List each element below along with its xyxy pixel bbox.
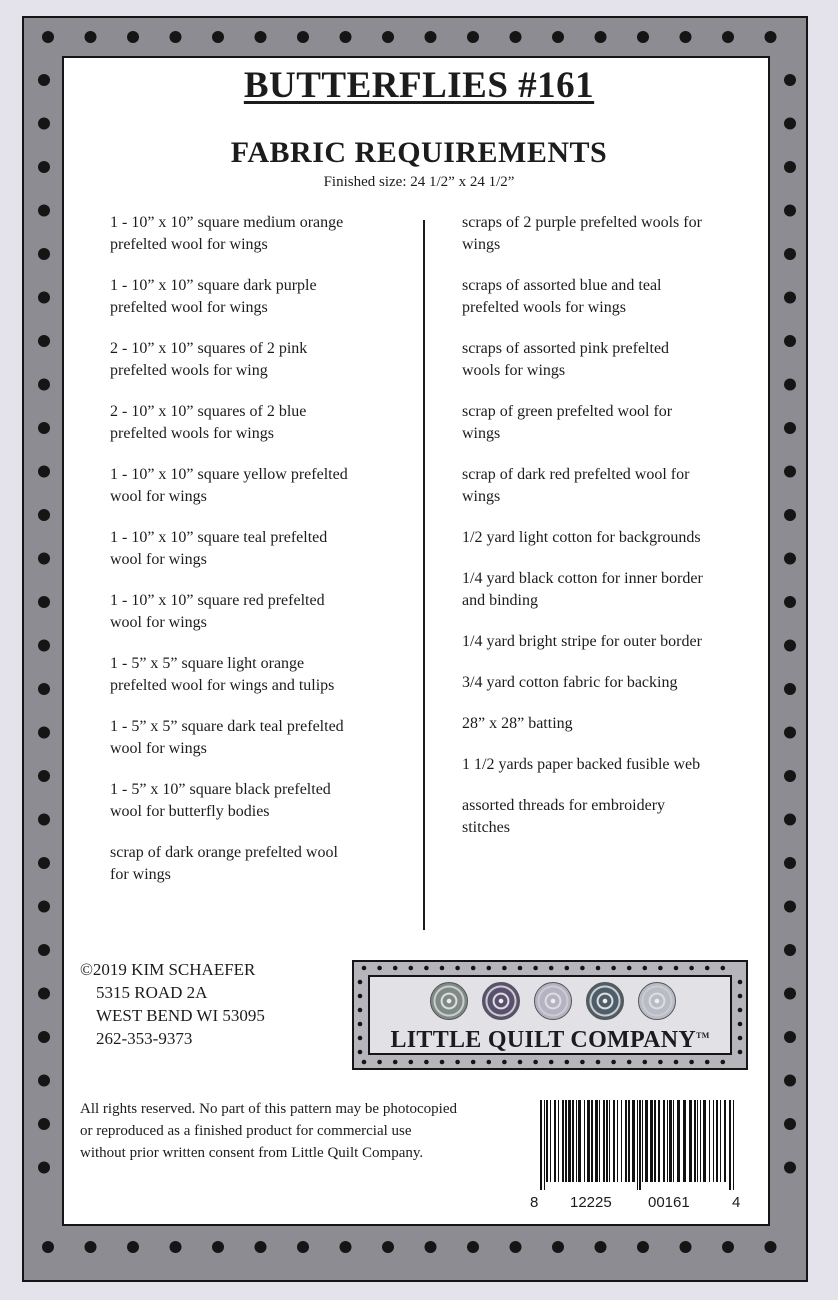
border-dot [784, 1162, 796, 1174]
city-line: WEST BEND WI 53095 [96, 1006, 265, 1025]
border-dot [455, 1060, 460, 1065]
barcode-digit-lead: 8 [530, 1194, 539, 1211]
barcode-bar [613, 1100, 615, 1182]
border-dot [38, 292, 50, 304]
border-dot [689, 966, 694, 971]
barcode-bar [642, 1100, 643, 1182]
border-dot [471, 966, 476, 971]
border-dot [467, 31, 479, 43]
requirement-line: 1 - 5” x 5” square light orange [110, 655, 305, 672]
barcode-bar [628, 1100, 630, 1182]
border-dot [38, 379, 50, 391]
left-item [110, 716, 406, 760]
barcode [530, 1100, 741, 1216]
barcode-bar [663, 1100, 665, 1182]
border-dot [565, 966, 570, 971]
border-dot [784, 1118, 796, 1130]
border-dot [340, 1241, 352, 1253]
border-dot [358, 1036, 363, 1041]
requirement-line: scrap of green prefelted wool for [462, 403, 673, 420]
border-dot [784, 770, 796, 782]
border-dot [409, 1060, 414, 1065]
barcode-bar [550, 1100, 551, 1182]
border-dot [738, 980, 743, 985]
border-dot [738, 1050, 743, 1055]
border-dot [705, 1060, 710, 1065]
border-dot [38, 814, 50, 826]
border-dot [467, 1241, 479, 1253]
barcode-bar [625, 1100, 627, 1182]
barcode-bar [729, 1100, 731, 1190]
border-dot [502, 1060, 507, 1065]
border-dot [643, 1060, 648, 1065]
border-dot [358, 994, 363, 999]
left-item [110, 590, 406, 634]
border-dot [611, 1060, 616, 1065]
border-dot [297, 1241, 309, 1253]
barcode-bar [677, 1100, 680, 1182]
requirement-line: wool for butterfly bodies [110, 803, 270, 820]
logo-inner-box [368, 975, 732, 1055]
border-dot [85, 1241, 97, 1253]
border-dot [38, 988, 50, 1000]
barcode-bar [703, 1100, 706, 1182]
border-dot [784, 466, 796, 478]
barcode-bar [700, 1100, 701, 1182]
border-dot [738, 994, 743, 999]
border-dot [784, 944, 796, 956]
right-item [462, 672, 752, 694]
requirement-line: wool for wings [110, 614, 207, 631]
requirement-line: 1/2 yard light cotton for backgrounds [462, 529, 701, 546]
border-dot [611, 966, 616, 971]
requirement-line: 1 - 5” x 10” square black prefelted [110, 781, 331, 798]
left-item [110, 842, 406, 886]
border-dot [38, 118, 50, 130]
border-dot [38, 640, 50, 652]
requirement-line: 1 - 10” x 10” square medium orange [110, 214, 344, 231]
right-item [462, 568, 752, 612]
border-dot [212, 1241, 224, 1253]
border-dot [170, 31, 182, 43]
border-dot [440, 1060, 445, 1065]
right-item [462, 212, 752, 256]
border-dot [784, 683, 796, 695]
barcode-bar [645, 1100, 648, 1182]
border-dot [38, 901, 50, 913]
barcode-bar [554, 1100, 556, 1182]
logo-circle-icon [430, 982, 468, 1020]
border-dot [362, 1060, 367, 1065]
border-dot [38, 422, 50, 434]
border-dot [721, 1060, 726, 1065]
requirement-line: 1 - 10” x 10” square teal prefelted [110, 529, 328, 546]
requirement-line: prefelted wool for wings and tulips [110, 677, 335, 694]
border-dot [340, 31, 352, 43]
requirement-line: 1/4 yard black cotton for inner border [462, 570, 703, 587]
border-dot [784, 553, 796, 565]
border-dot [765, 31, 777, 43]
logo-circle-icon [534, 982, 572, 1020]
barcode-bar [713, 1100, 714, 1182]
logo-circle-icon [586, 982, 624, 1020]
border-dot [377, 966, 382, 971]
barcode-bar [733, 1100, 734, 1190]
border-dot [533, 1060, 538, 1065]
border-dot [765, 1241, 777, 1253]
barcode-bar [716, 1100, 718, 1182]
right-item [462, 795, 752, 839]
barcode-bar [654, 1100, 656, 1182]
border-dot [42, 31, 54, 43]
barcode-bar [617, 1100, 618, 1182]
column-divider [423, 220, 425, 930]
barcode-bar [544, 1100, 545, 1190]
border-dot [680, 31, 692, 43]
barcode-bar [599, 1100, 600, 1182]
barcode-bar [546, 1100, 548, 1182]
border-dot [784, 205, 796, 217]
street-line: 5315 ROAD 2A [96, 983, 208, 1002]
barcode-bar [709, 1100, 710, 1182]
border-dot [38, 553, 50, 565]
border-dot [552, 31, 564, 43]
border-dot [42, 1241, 54, 1253]
barcode-bar [540, 1100, 542, 1190]
barcode-bar [724, 1100, 726, 1182]
barcode-digit-check: 4 [732, 1194, 741, 1211]
border-dot [784, 988, 796, 1000]
border-dot [674, 966, 679, 971]
requirement-line: 1 1/2 yards paper backed fusible web [462, 756, 701, 773]
border-dot [358, 1050, 363, 1055]
border-dot [784, 292, 796, 304]
border-dot [784, 248, 796, 260]
left-item [110, 653, 406, 697]
border-dot [425, 31, 437, 43]
designer-address [80, 958, 265, 1050]
border-dot [784, 857, 796, 869]
requirement-line: scrap of dark orange prefelted wool [110, 844, 338, 861]
border-dot [784, 1075, 796, 1087]
barcode-bar [603, 1100, 605, 1182]
little-quilt-company-logo [352, 960, 748, 1070]
barcode-bar [697, 1100, 698, 1182]
barcode-bar [658, 1100, 660, 1182]
border-dot [38, 683, 50, 695]
border-dot [440, 966, 445, 971]
border-dot [424, 1060, 429, 1065]
requirement-line: 1 - 10” x 10” square yellow prefelted [110, 466, 348, 483]
requirement-line: scraps of assorted blue and teal [462, 277, 662, 294]
barcode-bars [536, 1100, 740, 1190]
finished-size: Finished size: 24 1/2” x 24 1/2” [323, 174, 515, 190]
requirement-line: 1 - 5” x 5” square dark teal prefelted [110, 718, 344, 735]
left-item [110, 275, 406, 319]
border-dot [674, 1060, 679, 1065]
requirement-line: for wings [110, 866, 171, 883]
requirement-line: scrap of dark red prefelted wool for [462, 466, 690, 483]
border-dot [680, 1241, 692, 1253]
requirement-line: 1/4 yard bright stripe for outer border [462, 633, 702, 650]
barcode-bar [621, 1100, 622, 1182]
border-dot [358, 1008, 363, 1013]
border-dot [738, 1036, 743, 1041]
left-item [110, 464, 406, 508]
barcode-bar [720, 1100, 721, 1182]
requirement-line: 2 - 10” x 10” squares of 2 pink [110, 340, 308, 357]
requirement-line: wool for wings [110, 740, 207, 757]
border-dot [377, 1060, 382, 1065]
border-dot [784, 118, 796, 130]
requirement-line: wool for wings [110, 488, 207, 505]
border-dot [784, 727, 796, 739]
barcode-bar [639, 1100, 641, 1190]
fabric-requirements-heading: FABRIC REQUIREMENTS [230, 136, 608, 169]
border-dot [471, 1060, 476, 1065]
border-dot [689, 1060, 694, 1065]
requirement-line: wings [462, 425, 501, 442]
barcode-bar [568, 1100, 571, 1182]
requirement-line: stitches [462, 819, 510, 836]
barcode-bar [650, 1100, 653, 1182]
border-dot [627, 1060, 632, 1065]
border-dot [212, 31, 224, 43]
barcode-digit-group-right: 00161 [648, 1194, 690, 1211]
border-dot [596, 966, 601, 971]
border-dot [784, 901, 796, 913]
left-item [110, 779, 406, 823]
barcode-digit-group-left: 12225 [570, 1194, 612, 1211]
barcode-bar [637, 1100, 638, 1190]
requirement-line: 1 - 10” x 10” square dark purple [110, 277, 317, 294]
border-dot [784, 596, 796, 608]
barcode-bar [558, 1100, 559, 1182]
requirement-line: scraps of 2 purple prefelted wools for [462, 214, 702, 231]
border-dot [358, 980, 363, 985]
border-dot [425, 1241, 437, 1253]
border-dot [38, 944, 50, 956]
border-dot [658, 966, 663, 971]
requirement-line: wings [462, 236, 501, 253]
border-dot [502, 966, 507, 971]
left-item [110, 338, 406, 382]
border-dot [596, 1060, 601, 1065]
border-dot [784, 1031, 796, 1043]
border-dot [595, 31, 607, 43]
border-dot [552, 1241, 564, 1253]
border-dot [487, 1060, 492, 1065]
barcode-bar [572, 1100, 574, 1182]
requirement-line: prefelted wools for wing [110, 362, 268, 379]
left-item [110, 527, 406, 571]
requirement-line: wools for wings [462, 362, 566, 379]
border-dot [170, 1241, 182, 1253]
border-dot [658, 1060, 663, 1065]
border-dot [643, 966, 648, 971]
border-dot [85, 31, 97, 43]
requirement-line: prefelted wool for wings [110, 236, 268, 253]
border-dot [784, 335, 796, 347]
border-dot [409, 966, 414, 971]
border-dot [722, 31, 734, 43]
left-item [110, 212, 406, 256]
border-dot [637, 1241, 649, 1253]
border-dot [38, 335, 50, 347]
border-dot [455, 966, 460, 971]
logo-circle-icon [638, 982, 676, 1020]
border-dot [510, 1241, 522, 1253]
border-dot [382, 1241, 394, 1253]
barcode-bar [683, 1100, 686, 1182]
pattern-title: BUTTERFLIES #161 [243, 65, 595, 106]
border-dot [38, 509, 50, 521]
border-dot [549, 966, 554, 971]
border-dot [580, 966, 585, 971]
requirement-line: 28” x 28” batting [462, 715, 573, 732]
border-dot [580, 1060, 585, 1065]
border-dot [518, 1060, 523, 1065]
border-dot [38, 770, 50, 782]
left-item [110, 401, 406, 445]
border-dot [487, 966, 492, 971]
border-dot [784, 379, 796, 391]
border-dot [127, 1241, 139, 1253]
border-dot [38, 857, 50, 869]
logo-circle-icon [482, 982, 520, 1020]
border-dot [38, 727, 50, 739]
border-dot [255, 1241, 267, 1253]
border-dot [424, 966, 429, 971]
copyright-line: ©2019 KIM SCHAEFER [80, 960, 256, 979]
barcode-bar [591, 1100, 593, 1182]
border-dot [362, 966, 367, 971]
border-dot [38, 248, 50, 260]
border-dot [393, 966, 398, 971]
requirement-line: prefelted wool for wings [110, 299, 268, 316]
right-item [462, 275, 752, 319]
border-dot [627, 966, 632, 971]
right-item [462, 754, 752, 776]
border-dot [549, 1060, 554, 1065]
requirement-line: 1 - 10” x 10” square red prefelted [110, 592, 325, 609]
barcode-bar [578, 1100, 581, 1182]
barcode-bar [673, 1100, 674, 1182]
border-dot [38, 466, 50, 478]
border-dot [127, 31, 139, 43]
right-item [462, 527, 752, 549]
border-dot [382, 31, 394, 43]
border-dot [533, 966, 538, 971]
border-dot [738, 1008, 743, 1013]
barcode-bar [689, 1100, 692, 1182]
border-dot [705, 966, 710, 971]
border-dot [38, 205, 50, 217]
border-dot [784, 814, 796, 826]
border-dot [784, 509, 796, 521]
border-dot [738, 1022, 743, 1027]
border-dot [38, 1075, 50, 1087]
barcode-bar [667, 1100, 668, 1182]
barcode-bar [694, 1100, 696, 1182]
border-dot [38, 1162, 50, 1174]
requirement-line: wings [462, 488, 501, 505]
requirement-line: scraps of assorted pink prefelted [462, 340, 670, 357]
border-dot [297, 31, 309, 43]
right-item [462, 631, 752, 653]
left-requirements-column [110, 212, 406, 905]
right-item [462, 464, 752, 508]
right-item [462, 338, 752, 382]
border-dot [38, 1031, 50, 1043]
border-dot [510, 31, 522, 43]
requirement-line: 2 - 10” x 10” squares of 2 blue [110, 403, 307, 420]
requirement-line: 3/4 yard cotton fabric for backing [462, 674, 678, 691]
barcode-bar [587, 1100, 590, 1182]
rights-reserved-notice: All rights reserved. No part of this pattern may be photocopied or reproduced as a finished product for commercial use without prior written consent from Little Quilt Company. [80, 1101, 457, 1161]
border-dot [518, 966, 523, 971]
right-item [462, 713, 752, 735]
barcode-bar [565, 1100, 567, 1182]
border-dot [721, 966, 726, 971]
barcode-bar [562, 1100, 564, 1182]
requirement-line: and binding [462, 592, 538, 609]
border-dot [595, 1241, 607, 1253]
barcode-bar [606, 1100, 608, 1182]
logo-company-name: LITTLE QUILT COMPANY™ [390, 1027, 710, 1053]
requirement-line: assorted threads for embroidery [462, 797, 666, 814]
border-dot [393, 1060, 398, 1065]
border-dot [722, 1241, 734, 1253]
requirement-line: prefelted wools for wings [110, 425, 274, 442]
barcode-bar [584, 1100, 585, 1182]
phone-line: 262-353-9373 [96, 1029, 193, 1048]
border-dot [784, 422, 796, 434]
border-dot [637, 31, 649, 43]
border-dot [358, 1022, 363, 1027]
border-dot [255, 31, 267, 43]
barcode-bar [609, 1100, 610, 1182]
border-dot [565, 1060, 570, 1065]
barcode-bar [595, 1100, 598, 1182]
border-dot [784, 640, 796, 652]
barcode-bar [669, 1100, 672, 1182]
right-requirements-column [462, 212, 752, 858]
barcode-bar [632, 1100, 635, 1182]
requirement-line: prefelted wools for wings [462, 299, 626, 316]
border-dot [38, 596, 50, 608]
right-item [462, 401, 752, 445]
border-dot [38, 1118, 50, 1130]
barcode-bar [576, 1100, 577, 1182]
requirement-line: wool for wings [110, 551, 207, 568]
